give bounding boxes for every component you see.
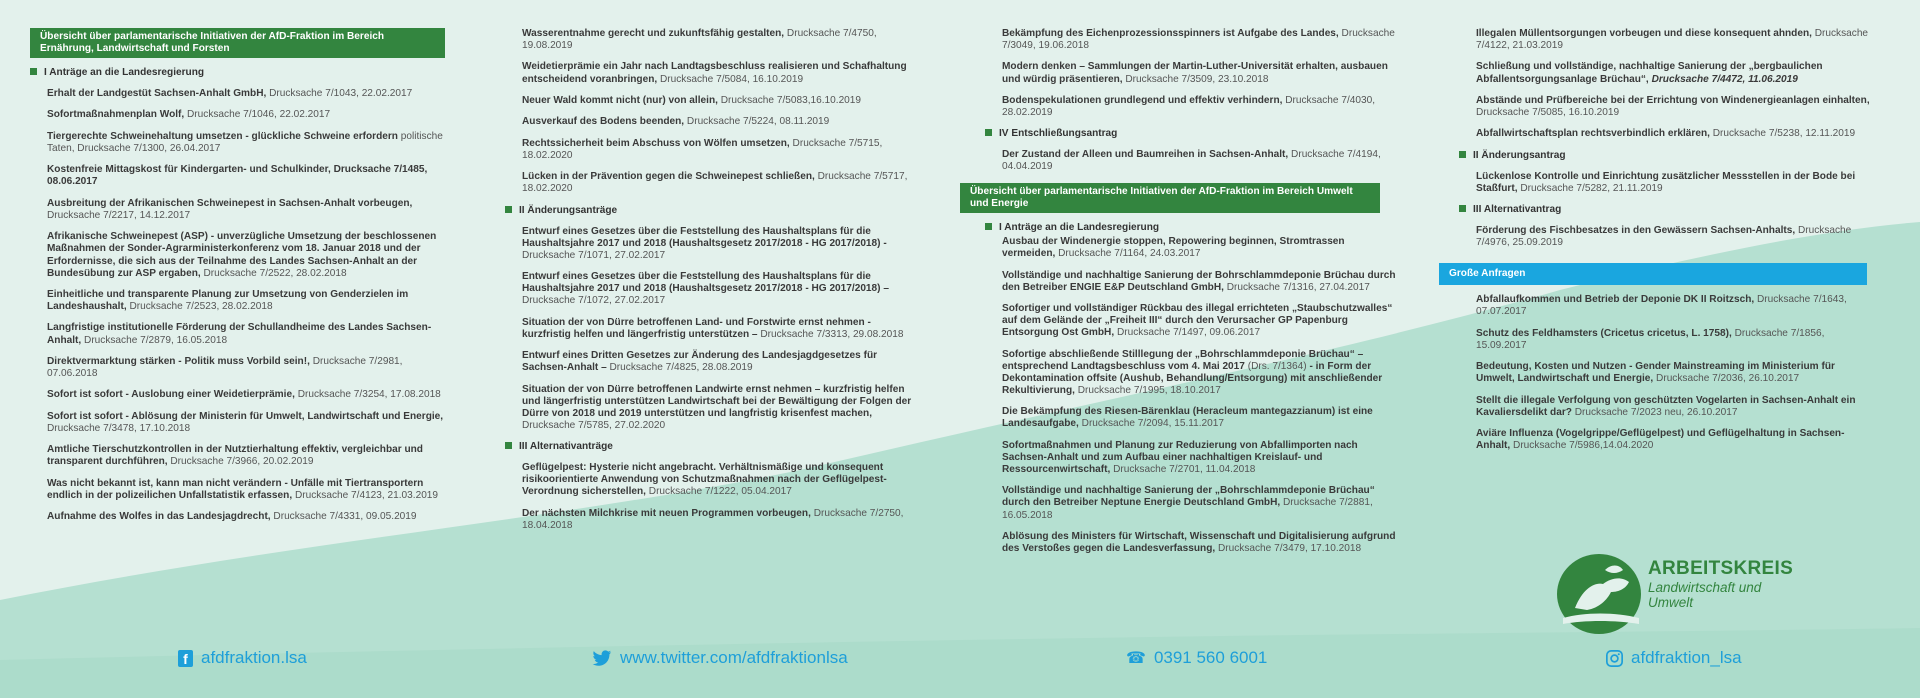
- list-item: [47, 322, 445, 346]
- bullet-square-icon: [505, 206, 512, 213]
- entry-reference: Drucksache 7/3478, 17.10.2018: [47, 422, 191, 434]
- list-item: [1002, 28, 1400, 52]
- entry-reference: Drucksache 7/2881, 16.05.2018: [1002, 497, 1373, 521]
- entry-reference: Drucksache 7/5084, 16.10.2019: [659, 73, 804, 85]
- list-item: [522, 317, 920, 341]
- entry-title: Bedeutung, Kosten und Nutzen - Gender Mainstreaming im Ministerium für Umwelt, Landwirtschaft und Energie,: [1476, 361, 1835, 385]
- list-item: [1002, 303, 1400, 339]
- entry-title: Aviäre Influenza (Vogelgrippe/Geflügelpest) und Geflügelhaltung in Sachsen-Anhalt,: [1476, 428, 1845, 452]
- list-item: [1476, 328, 1874, 352]
- entry-title: Vollständige und nachhaltige Sanierung der „Bohrschlammdeponie Brüchau“ durch den Betreiber Neptune Energie Deutschland GmbH,: [1002, 485, 1375, 509]
- entry-reference: Drucksache 7/3049, 19.06.2018: [1002, 28, 1395, 52]
- list-item: [47, 231, 445, 279]
- entry-reference: Drucksache 7/3254, 17.08.2018: [297, 389, 441, 401]
- bullet-square-icon: [985, 223, 992, 230]
- list-item: [522, 508, 920, 532]
- list-item: [1002, 149, 1400, 173]
- entry-reference: Drucksache 7/2036, 26.10.2017: [1656, 373, 1800, 385]
- list-item: [522, 171, 920, 195]
- section-header-inquiries: Große Anfragen: [1439, 263, 1867, 285]
- section-title: II Änderungsanträge: [505, 205, 920, 217]
- facebook-icon: f: [178, 650, 193, 667]
- entry-title: Ausverkauf des Bodens beenden,: [522, 116, 685, 128]
- list-item: [522, 138, 920, 162]
- column-4: [1449, 28, 1874, 462]
- entry-list: [1002, 236, 1400, 555]
- entry-title: Sofortiger und vollständiger Rückbau des illegal errichteten „Staubschutzwalles“ auf dem Gelände der „Freiheit III“ durch den Verursacher GP Papenburg Entsorgung Ost GmbH,: [1002, 303, 1393, 339]
- entry-reference: Drucksache 7/4123, 21.03.2019: [294, 489, 439, 501]
- entry-title: Ablösung des Ministers für Wirtschaft, Wissenschaft und Digitalisierung aufgrund des Verstoßes gegen die Landesverfassung,: [1002, 530, 1396, 555]
- entry-title: Lückenlose Kontrolle und Einrichtung zusätzlicher Messstellen in der Bode bei Staßfurt,: [1476, 170, 1856, 194]
- list-item: [47, 389, 445, 401]
- entry-title: Die Bekämpfung des Riesen-Bärenklau (Heracleum mantegazzianum) ist eine Landesaufgabe,: [1002, 406, 1373, 430]
- entry-reference: Drucksache 7/2701, 11.04.2018: [1113, 464, 1256, 475]
- entry-reference: Drucksache 7/1222, 05.04.2017: [648, 486, 792, 498]
- list-item: [1476, 225, 1874, 249]
- entry-title: Sofortmaßnahmen und Planung zur Reduzierung von Abfallimporten nach Sachsen-Anhalt und zum Aufbau einer nachhaltigen Kreislauf- und Ressourcenwirtschaft,: [1002, 439, 1358, 475]
- instagram-link[interactable]: afdfraktion_lsa: [1606, 648, 1742, 668]
- entry-list: [522, 28, 920, 195]
- entry-reference: Drucksache 7/2094, 15.11.2017: [1081, 418, 1225, 430]
- entry-reference: Drucksache 7/5986,14.04.2020: [1513, 440, 1654, 452]
- list-item: [1002, 485, 1400, 521]
- column-2: [519, 28, 920, 541]
- list-item: [522, 271, 920, 307]
- list-item: [1002, 236, 1400, 260]
- entry-reference: Drucksache 7/3313, 29.08.2018: [760, 328, 904, 340]
- entry-list: [1002, 28, 1400, 119]
- entry-title: Sofortige abschließende Stilllegung der „Bohrschlammdeponie Brüchau“ – entsprechend Landtagsbeschluss vom 4. Mai 2017: [1002, 348, 1364, 372]
- list-item: [522, 95, 920, 107]
- entry-reference: Drucksache 7/4030, 28.02.2019: [1002, 94, 1376, 119]
- entry-list: [1476, 294, 1874, 452]
- entry-title: Bodenspekulationen grundlegend und effektiv verhindern,: [1002, 94, 1283, 106]
- entry-reference: Drucksache 7/1497, 09.06.2017: [1116, 327, 1261, 339]
- entry-title: Entwurf eines Dritten Gesetzes zur Änderung des Landesjagdgesetzes für Sachsen-Anhalt –: [522, 350, 878, 374]
- entry-title: Abfallaufkommen und Betrieb der Deponie DK II Roitzsch,: [1476, 294, 1755, 306]
- entry-title: Direktvermarktung stärken - Politik muss Vorbild sein!,: [47, 355, 310, 367]
- entry-list: [30, 88, 445, 523]
- entry-title: Der nächsten Milchkrise mit neuen Programmen vorbeugen,: [522, 507, 811, 519]
- list-item: [522, 350, 920, 374]
- facebook-link[interactable]: f afdfraktion.lsa: [178, 648, 307, 668]
- bullet-square-icon: [30, 68, 37, 75]
- logo-emblem-icon: [1555, 548, 1645, 638]
- list-item: [1476, 95, 1874, 119]
- bullet-square-icon: [1459, 151, 1466, 158]
- entry-title: Situation der von Dürre betroffenen Landwirte ernst nehmen – kurzfristig helfen und längerfristig unterstützen Landwirtschaft bei der Bewältigung der Folgen der Dürre von 2018 und 2019 unterstützen und langfristig krisenfest machen,: [522, 383, 912, 419]
- entry-title: Bekämpfung des Eichenprozessionsspinners ist Aufgabe des Landes,: [1002, 28, 1339, 39]
- entry-reference: Drucksache 7/4976, 25.09.2019: [1476, 225, 1852, 249]
- entry-title: Was nicht bekannt ist, kann man nicht verändern - Unfälle mit Tiertransportern endlich in der polizeilichen Unfallstatistik erfassen,: [47, 477, 424, 501]
- entry-title: Modern denken – Sammlungen der Martin-Luther-Universität erhalten, ausbauen und würdig präsentieren,: [1002, 61, 1388, 85]
- list-item: [1002, 440, 1400, 476]
- entry-title: Weidetierprämie ein Jahr nach Landtagsbeschluss realisieren und Schafhaltung entscheidend voranbringen,: [522, 61, 907, 85]
- twitter-link[interactable]: www.twitter.com/afdfraktionlsa: [592, 648, 848, 668]
- list-item: [522, 116, 920, 128]
- section-title: II Änderungsantrag: [1459, 150, 1874, 162]
- entry-reference: Drucksache 7/5238, 12.11.2019: [1712, 128, 1856, 140]
- list-item: [522, 462, 920, 498]
- entry-title: Sofort ist sofort - Auslobung einer Weidetierprämie,: [47, 389, 295, 401]
- entry-reference: Drucksache 7/2879, 16.05.2018: [84, 334, 228, 346]
- list-item: [47, 356, 445, 380]
- section-title: III Alternativantrag: [1459, 204, 1874, 216]
- logo-subtitle: Landwirtschaft und Umwelt: [1648, 580, 1762, 610]
- entry-reference: (Drs. 7/1364): [1247, 360, 1307, 372]
- entry-title: Schließung und vollständige, nachhaltige Sanierung der „bergbaulichen Abfallentsorgungsanlage Brüchau“,: [1476, 61, 1823, 85]
- list-item: [47, 131, 445, 155]
- entry-reference: Drucksache 7/4472, 11.06.2019: [1651, 73, 1798, 85]
- entry-title: Entwurf eines Gesetzes über die Feststellung des Haushaltsplans für die Haushaltsjahre 2017 und 2018 (Haushaltsgesetz 2017/2018 - HG 2017/2018) –: [522, 271, 889, 295]
- entry-reference: Drucksache 7/1643, 07.07.2017: [1476, 294, 1847, 318]
- entry-reference: Drucksache 7/1995, 18.10.2017: [1077, 384, 1221, 396]
- entry-title: Aufnahme des Wolfes in das Landesjagdrecht,: [47, 511, 271, 523]
- list-item: [522, 61, 920, 85]
- list-item: [1002, 61, 1400, 85]
- list-item: [47, 478, 445, 502]
- entry-reference: Drucksache 7/1316, 27.04.2017: [1226, 281, 1370, 293]
- list-item: [1002, 95, 1400, 119]
- entry-reference: Drucksache 7/1856, 15.09.2017: [1476, 327, 1825, 351]
- list-item: [47, 88, 445, 100]
- list-item: [1476, 395, 1874, 419]
- entry-title: Der Zustand der Alleen und Baumreihen in Sachsen-Anhalt,: [1002, 149, 1289, 161]
- entry-title: Sofortmaßnahmenplan Wolf,: [47, 109, 185, 121]
- list-item: [1476, 128, 1874, 140]
- entry-reference: Drucksache 7/1071, 27.02.2017: [522, 249, 666, 261]
- entry-reference: Drucksache 7/4331, 09.05.2019: [273, 511, 417, 523]
- entry-title: Illegalen Müllentsorgungen vorbeugen und diese konsequent ahnden,: [1476, 28, 1812, 39]
- entry-title: Abfallwirtschaftsplan rechtsverbindlich erklären,: [1476, 128, 1710, 140]
- entry-title: Tiergerechte Schweinehaltung umsetzen - glückliche Schweine erfordern: [47, 130, 398, 142]
- entry-title: Geflügelpest: Hysterie nicht angebracht. Verhältnismäßige und konsequent risikoorientierte Anwendung von Schutzmaßnahmen nach der Geflügelpest-Verordnung sicherstellen,: [522, 462, 887, 498]
- entry-reference: Drucksache 7/2523, 28.02.2018: [129, 301, 273, 313]
- list-item: [522, 384, 920, 432]
- entry-list: [1476, 171, 1874, 195]
- entry-title: Situation der von Dürre betroffenen Land- und Forstwirte ernst nehmen - kurzfristig helfen und längerfristig unterstützen –: [522, 316, 871, 340]
- entry-reference: Drucksache 7/4825, 28.08.2019: [609, 362, 753, 374]
- bullet-square-icon: [1459, 205, 1466, 212]
- section-title: IV Entschließungsantrag: [985, 128, 1400, 140]
- entry-reference: politische Taten, Drucksache 7/1300, 26.04.2017: [47, 130, 443, 154]
- section-title: I Anträge an die Landesregierung: [30, 67, 445, 79]
- logo-title: ARBEITSKREIS: [1648, 558, 1794, 579]
- list-item: [522, 28, 920, 52]
- section-header-agriculture: Übersicht über parlamentarische Initiativen der AfD-Fraktion im Bereich Ernährung, Landwirtschaft und Forsten: [30, 28, 445, 58]
- entry-reference: Drucksache 7/5282, 21.11.2019: [1520, 182, 1663, 194]
- entry-reference: Drucksache 7/1164, 24.03.2017: [1058, 248, 1201, 260]
- list-item: [1476, 294, 1874, 318]
- entry-reference: Drucksache 7/1046, 22.02.2017: [187, 109, 331, 121]
- entry-title: Sofort ist sofort - Ablösung der Ministerin für Umwelt, Landwirtschaft und Energie,: [47, 410, 444, 422]
- entry-reference: Drucksache 7/5085, 16.10.2019: [1476, 107, 1620, 119]
- entry-reference: Drucksache 7/5717, 18.02.2020: [522, 171, 908, 195]
- section-title: III Alternativanträge: [505, 441, 920, 453]
- list-item: [1002, 406, 1400, 430]
- entry-reference: Drucksache 7/5083,16.10.2019: [720, 94, 862, 106]
- entry-title: Stellt die illegale Verfolgung von geschützten Vogelarten in Sachsen-Anhalt ein Kavaliersdelikt dar?: [1476, 394, 1856, 418]
- entry-title: Erhalt der Landgestüt Sachsen-Anhalt GmbH,: [47, 88, 267, 100]
- entry-list: [1476, 225, 1874, 249]
- entry-title: Vollständige und nachhaltige Sanierung der Bohrschlammdeponie Brüchau durch den Betreiber ENGIE E&P Deutschland GmbH,: [1002, 269, 1396, 293]
- entry-title: Förderung des Fischbesatzes in den Gewässern Sachsen-Anhalts,: [1476, 225, 1796, 237]
- list-item: [522, 226, 920, 262]
- phone-link[interactable]: ☎ 0391 560 6001: [1126, 648, 1268, 667]
- list-item: [1476, 361, 1874, 385]
- entry-reference: Drucksache 7/2750, 18.04.2018: [522, 507, 904, 531]
- list-item: [1002, 349, 1400, 397]
- entry-title: Ausbau der Windenergie stoppen, Repowering beginnen, Stromtrassen vermeiden,: [1002, 236, 1345, 260]
- entry-reference: Drucksache 7/2981, 07.06.2018: [47, 355, 403, 380]
- list-item: [1002, 531, 1400, 555]
- entry-title: Afrikanische Schweinepest (ASP) - unverzügliche Umsetzung der beschlossenen Maßnahmen der Sonder-Agrarministerkonferenz vom 18. Januar 2018 und der Erfordernisse, die sich aus der Teilnahme des Landes Sachsen-Anhalt an der Bundesübung zur ASP ergaben,: [47, 231, 437, 279]
- entry-list: [522, 462, 920, 532]
- column-1: [30, 28, 445, 533]
- entry-list: [1002, 149, 1400, 173]
- entry-title: Schutz des Feldhamsters (Cricetus cricetus, L. 1758),: [1476, 327, 1732, 339]
- entry-title: Abstände und Prüfbereiche bei der Errichtung von Windenergieanlagen einhalten,: [1476, 94, 1870, 106]
- entry-reference: Drucksache 7/3509, 23.10.2018: [1125, 73, 1269, 85]
- entry-title: Entwurf eines Gesetzes über die Feststellung des Haushaltsplans für die Haushaltsjahre 2017 und 2018 (Haushaltsgesetz 2017/2018 - HG 2017/2018) -: [522, 225, 887, 249]
- entry-title: Ausbreitung der Afrikanischen Schweinepest in Sachsen-Anhalt vorbeugen,: [47, 197, 413, 209]
- entry-title: Amtliche Tierschutzkontrollen in der Nutztierhaltung effektiv, vergleichbar und transparent durchführen,: [47, 444, 423, 468]
- entry-reference: Drucksache 7/3966, 20.02.2019: [170, 456, 314, 468]
- entry-title: Wasserentnahme gerecht und zukunftsfähig gestalten,: [522, 28, 785, 39]
- entry-reference: Drucksache 7/4750, 19.08.2019: [522, 28, 877, 52]
- section-title: I Anträge an die Landesregierung: [985, 222, 1400, 234]
- twitter-icon: [592, 650, 612, 667]
- entry-reference: Drucksache 7/2023 neu, 26.10.2017: [1574, 406, 1738, 418]
- arbeitskreis-logo: [1555, 548, 1794, 638]
- list-item: [1476, 171, 1874, 195]
- list-item: [47, 444, 445, 468]
- entry-reference: Drucksache 7/1043, 22.02.2017: [269, 88, 413, 100]
- entry-reference: Drucksache 7/5715, 18.02.2020: [522, 137, 883, 161]
- list-item: [1002, 270, 1400, 294]
- list-item: [47, 411, 445, 435]
- entry-reference: Drucksache 7/2217, 14.12.2017: [47, 209, 191, 221]
- entry-reference: Drucksache 7/4194, 04.04.2019: [1002, 149, 1381, 173]
- entry-list: [1476, 28, 1874, 141]
- entry-title: Lücken in der Prävention gegen die Schweinepest schließen,: [522, 171, 815, 183]
- entry-reference: Drucksache 7/4122, 21.03.2019: [1476, 28, 1869, 52]
- list-item: [47, 198, 445, 222]
- entry-title: - in Form der Dekontamination offsite (Aushub, Behandlung/Entsorgung) mit anschließender Rekultivierung,: [1002, 360, 1383, 396]
- column-3: [970, 28, 1400, 564]
- entry-reference: Drucksache 7/5785, 27.02.2020: [522, 420, 666, 432]
- phone-icon: ☎: [1126, 650, 1146, 667]
- entry-title: Einheitliche und transparente Planung zur Umsetzung von Genderzielen im Landeshaushalt,: [47, 288, 409, 313]
- section-header-environment: Übersicht über parlamentarische Initiativen der AfD-Fraktion im Bereich Umwelt und Energie: [960, 183, 1380, 213]
- list-item: [1476, 28, 1874, 52]
- entry-reference: Drucksache 7/1072, 27.02.2017: [522, 295, 666, 307]
- list-item: [47, 109, 445, 121]
- list-item: [1476, 61, 1874, 85]
- entry-title: Neuer Wald kommt nicht (nur) von allein,: [522, 94, 718, 106]
- bullet-square-icon: [505, 442, 512, 449]
- list-item: [47, 289, 445, 313]
- entry-reference: Drucksache 7/5224, 08.11.2019: [686, 116, 830, 128]
- entry-reference: Drucksache 7/2522, 28.02.2018: [203, 267, 347, 279]
- bullet-square-icon: [985, 129, 992, 136]
- entry-reference: Drucksache 7/3479, 17.10.2018: [1217, 543, 1362, 555]
- entry-list: [522, 226, 920, 433]
- list-item: [1476, 428, 1874, 452]
- entry-title: Kostenfreie Mittagskost für Kindergarten- und Schulkinder, Drucksache 7/1485, 08.06.2017: [47, 164, 428, 188]
- list-item: [47, 164, 445, 188]
- entry-title: Langfristige institutionelle Förderung der Schullandheime des Landes Sachsen-Anhalt,: [47, 322, 432, 346]
- entry-title: Rechtssicherheit beim Abschuss von Wölfen umsetzen,: [522, 137, 790, 149]
- list-item: [47, 511, 445, 523]
- instagram-icon: [1606, 650, 1623, 667]
